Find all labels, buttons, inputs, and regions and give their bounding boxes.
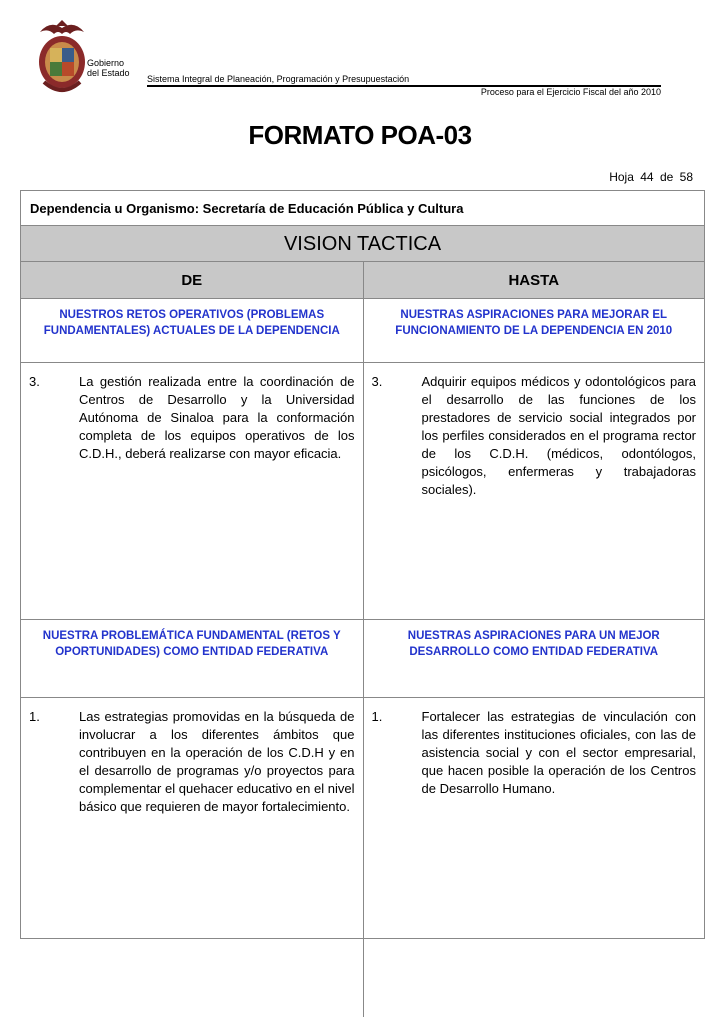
section2-right-heading: NUESTRAS ASPIRACIONES PARA UN MEJOR DESARROLLO COMO ENTIDAD FEDERATIVA <box>363 620 705 697</box>
gobierno-seal-icon <box>36 18 88 96</box>
list-item <box>29 373 355 463</box>
list-item <box>372 373 697 499</box>
item-number: 1. <box>371 709 383 724</box>
section1-right-cell <box>363 363 705 619</box>
process-label: Proceso para el Ejercicio Fiscal del año 2010 <box>480 87 661 97</box>
gov-line2: del Estado <box>87 68 130 78</box>
page-title: FORMATO POA-03 <box>248 120 472 150</box>
item-text: Adquirir equipos médicos y odontológicos para el desarrollo de las funciones de los prestadores de servicio social integrados por los perfiles considerados en el programa rector de los C.D.H. (médicos, odontólogos, psicólogos, enfermeras y trabajadoras sociales). <box>421 374 696 497</box>
section2-left-heading: NUESTRA PROBLEMÁTICA FUNDAMENTAL (RETOS Y OPORTUNIDADES) COMO ENTIDAD FEDERATIVA <box>42 630 341 658</box>
item-text: La gestión realizada entre la coordinación de Centros de Desarrollo y la Universidad Autónoma de Sinaloa para la conformación completa de los equipos operativos de los C.D.H., deberá realizarse con mayor eficacia. <box>79 374 355 461</box>
section1-heading-row <box>21 299 704 363</box>
item-text: Las estrategias promovidas en la búsqueda de involucrar a los diferentes ámbitos que contribuyen en la operación de los C.D.H y en el desarrollo de programas y/o proyectos para complementar el quehacer educativo en el nivel básico que requieren de mayor fortalecimiento. <box>79 709 355 814</box>
section1-left-heading: NUESTROS RETOS OPERATIVOS (PROBLEMAS FUNDAMENTALES) ACTUALES DE LA DEPENDENCIA <box>43 309 340 337</box>
gov-line1: Gobierno <box>87 58 125 68</box>
sheet-total: 58 <box>679 170 693 184</box>
list-item <box>29 708 355 816</box>
item-number: 1. <box>29 709 40 724</box>
sheet-label: Hoja <box>609 170 634 184</box>
section1-content-row <box>21 363 704 620</box>
section1-left-cell <box>21 363 363 619</box>
section2-right-cell <box>363 698 705 1017</box>
column-from: DE <box>181 272 203 289</box>
item-text: Fortalecer las estrategias de vinculación con las diferentes instituciones oficiales, con las de asistencia social y con el sector empresarial, que hacen posible la operación de los Centros de Desarrollo Humano. <box>421 709 696 796</box>
vision-table <box>20 190 705 939</box>
government-label <box>87 58 130 78</box>
section2-heading-row <box>21 620 704 698</box>
column-header-row <box>21 262 704 299</box>
section2-content-row <box>21 698 704 1017</box>
vision-heading: VISION TACTICA <box>21 226 704 262</box>
item-number: 3. <box>29 374 40 389</box>
sheet-of: de <box>659 170 674 184</box>
system-name: Sistema Integral de Planeación, Programación y Presupuestación <box>147 74 410 84</box>
dependency-row: Dependencia u Organismo: Secretaría de Educación Pública y Cultura <box>21 191 704 226</box>
item-number: 3. <box>371 374 383 389</box>
sheet-counter <box>609 170 693 184</box>
column-to: HASTA <box>363 262 705 298</box>
section1-right-heading: NUESTRAS ASPIRACIONES PARA MEJORAR EL FUNCIONAMIENTO DE LA DEPENDENCIA EN 2010 <box>363 299 705 362</box>
sheet-current: 44 <box>640 170 654 184</box>
section2-left-cell <box>21 698 363 1017</box>
list-item <box>372 708 697 798</box>
